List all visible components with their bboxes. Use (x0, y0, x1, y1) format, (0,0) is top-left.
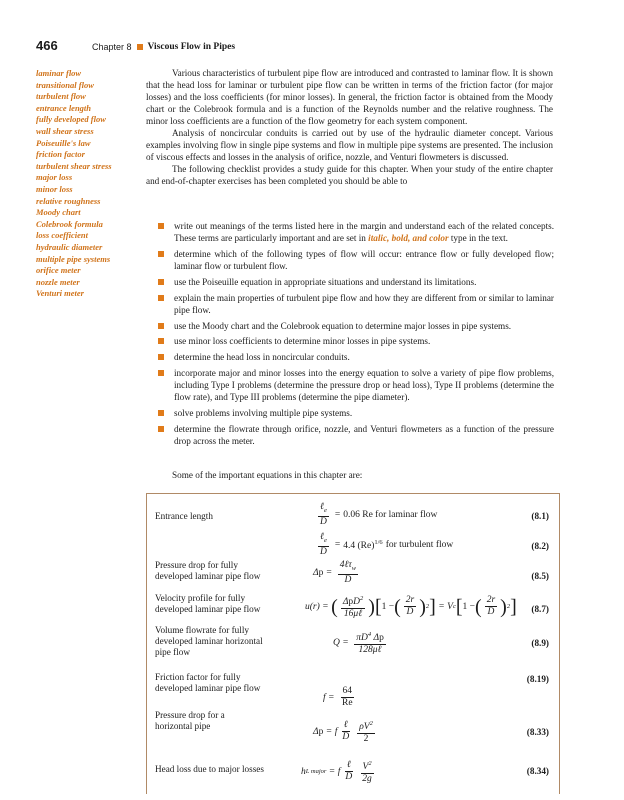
margin-term: fully developed flow (36, 114, 106, 125)
running-head (92, 42, 235, 52)
square-bullet-icon (158, 370, 164, 376)
checklist-text: type in the text. (450, 233, 508, 243)
equation-label (155, 593, 260, 615)
margin-term: Poiseuille's law (36, 137, 91, 148)
square-bullet-icon (158, 295, 164, 301)
checklist-item (156, 335, 554, 347)
margin-term: orifice meter (36, 265, 81, 276)
checklist-text: use minor loss coefficients to determine minor losses in pipe systems. (174, 336, 431, 347)
margin-term: transitional flow (36, 79, 94, 90)
checklist-item (156, 292, 554, 316)
equation-number: (8.5) (531, 571, 549, 581)
margin-term: turbulent shear stress (36, 160, 112, 171)
margin-term: turbulent flow (36, 91, 86, 102)
checklist-text: determine which of the following types of flow will occur: entrance flow or fully developed flow; laminar flow or turbulent flow. (174, 248, 554, 271)
margin-term: entrance length (36, 102, 92, 113)
equation-formula: u(r) = ( $\frac{\Delta pD^2}{\text{16μℓ}}$ ) [ 1 − ( $\frac{2r}{D}$ ) 2 ] = V c [ 1 − ( $\frac{2r}{D}$ ) 2 ] (305, 595, 517, 620)
equation-label (155, 710, 225, 732)
label-line: Pressure drop for a (155, 710, 225, 720)
equations-box (146, 493, 560, 794)
equations-intro: Some of the important equations in this chapter are: (172, 470, 363, 480)
equation-text: for turbulent flow (385, 539, 454, 550)
equation-formula: f = $\frac{64}{Re}$ (323, 686, 353, 708)
margin-term: hydraulic diameter (36, 241, 103, 252)
checklist-item (156, 407, 554, 419)
label-line: developed laminar pipe flow (155, 604, 261, 614)
checklist-text: write out meanings of the terms listed here in the margin and understand each of the related concepts. These terms are particularly important and are set in (174, 221, 554, 243)
margin-term: friction factor (36, 149, 85, 160)
checklist-text: determine the flowrate through orifice, nozzle, and Venturi flowmeters as a function of the pressure drop across the meter. (174, 424, 554, 447)
equation-formula: Δ p = $\frac{4\ell\tau_w}{D}$ (313, 560, 357, 585)
equation-label (155, 560, 260, 582)
margin-term: loss coefficient (36, 230, 89, 241)
margin-term: Colebrook formula (36, 218, 103, 229)
margin-term: Moody chart (36, 207, 81, 218)
square-bullet-icon (158, 279, 164, 285)
equation-number: (8.2) (531, 541, 549, 551)
checklist-text: solve problems involving multiple pipe systems. (174, 408, 353, 419)
margin-term: wall shear stress (36, 125, 94, 136)
square-bullet-icon (158, 223, 164, 229)
label-line: horizontal pipe (155, 721, 211, 731)
checklist-item (156, 276, 554, 288)
paragraph: Analysis of noncircular conduits is carried out by use of the hydraulic diameter concept. Various examples involving flow in single pipe systems and flow in multiple pipe systems are presented. The inclusion of viscous effects and losses in the analysis of orifice, nozzle, and Venturi flowmeters is discussed. (146, 128, 553, 162)
label-line: Velocity profile for fully (155, 593, 246, 603)
square-bullet-icon (137, 44, 143, 50)
label-line: developed laminar pipe flow (155, 571, 261, 581)
chapter-label: Chapter 8 (92, 42, 132, 52)
margin-terms-list (36, 68, 146, 300)
highlight-text: italic, bold, and color (368, 233, 449, 243)
margin-term: laminar flow (36, 68, 82, 78)
equation-number: (8.34) (526, 766, 549, 776)
equation-formula: Δ p = f $\frac{\text{ℓ}}{D}$ $\frac{\rho V^2}{2}$ (313, 720, 373, 745)
label-line: pipe flow (155, 647, 190, 657)
checklist-text: incorporate major and minor losses into the energy equation to solve a variety of pipe flow problems, including Type I problems (determine the pressure drop or head loss), Type II problems (determine the flow rate), and Type III problems (determine the pipe diameter). (174, 368, 554, 403)
checklist-item (156, 320, 554, 332)
summary-body (146, 67, 553, 187)
paragraph: The following checklist provides a study guide for this chapter. When your study of the entire chapter and end-of-chapter exercises has been completed you should be able to (146, 164, 553, 186)
margin-term: multiple pipe systems (36, 253, 111, 264)
checklist-text: explain the main properties of turbulent pipe flow and how they are different from or similar to laminar pipe flow. (174, 292, 554, 315)
checklist-text: determine the head loss in noncircular conduits. (174, 352, 350, 363)
square-bullet-icon (158, 426, 164, 432)
label-line: Pressure drop for fully (155, 560, 238, 570)
label-line: developed laminar horizontal (155, 636, 263, 646)
study-checklist (156, 220, 554, 451)
equation-number: (8.7) (531, 604, 549, 614)
checklist-text: use the Moody chart and the Colebrook equation to determine major losses in pipe systems. (174, 320, 512, 331)
equation-number: (8.1) (531, 511, 549, 521)
square-bullet-icon (158, 323, 164, 329)
equation-number: (8.9) (531, 638, 549, 648)
margin-term: minor loss (36, 183, 73, 194)
equation-formula: Q = $\frac{\pi D^4 \Delta p}{\text{128μℓ}}$ (333, 631, 384, 656)
checklist-item (156, 220, 554, 244)
equation-formula: $\frac{\ell_e}{D}$ = 4.4 $(Re)^{1/6}$ for turbulent flow (320, 532, 454, 557)
equation-label (155, 672, 260, 694)
label-line: developed laminar pipe flow (155, 683, 261, 693)
label-line: Friction factor for fully (155, 672, 241, 682)
equation-formula: $\frac{\ell_e}{D}$ = 0.06 Re for laminar flow (320, 502, 438, 527)
equation-label (155, 625, 263, 658)
margin-term: major loss (36, 172, 73, 183)
equation-number: (8.33) (526, 727, 549, 737)
equation-number: (8.19) (526, 674, 549, 684)
label-line: Volume flowrate for fully (155, 625, 249, 635)
checklist-item (156, 423, 554, 447)
chapter-title: Viscous Flow in Pipes (147, 42, 236, 52)
checklist-item (156, 351, 554, 363)
checklist-text: use the Poiseuille equation in appropriate situations and understand its limitations. (174, 276, 477, 287)
equation-label: Head loss due to major losses (155, 764, 264, 774)
margin-term: relative roughness (36, 195, 101, 206)
equation-formula: h L major = f $\frac{\text{ℓ}}{D}$ $\frac{V^2}{2g}$ (301, 760, 372, 785)
square-bullet-icon (158, 410, 164, 416)
margin-term: Venturi meter (36, 288, 84, 299)
paragraph: Various characteristics of turbulent pipe flow are introduced and contrasted to laminar flow. It is shown that the head loss for laminar or turbulent pipe flow can be written in terms of the friction factor (for major losses) and the loss coefficients (for minor losses). In general, the friction factor is obtained from the Moody chart or the Colebrook formula and is a function of the Reynolds number and the relative roughness. The minor loss coefficients are a function of the flow geometry for each system component. (146, 68, 553, 126)
checklist-item (156, 367, 554, 403)
margin-term: nozzle meter (36, 276, 80, 287)
checklist-item (156, 248, 554, 272)
page-number: 466 (36, 38, 58, 53)
square-bullet-icon (158, 251, 164, 257)
square-bullet-icon (158, 338, 164, 344)
equation-text: 0.06 Re for laminar flow (343, 509, 438, 520)
equation-label: Entrance length (155, 511, 213, 521)
square-bullet-icon (158, 354, 164, 360)
